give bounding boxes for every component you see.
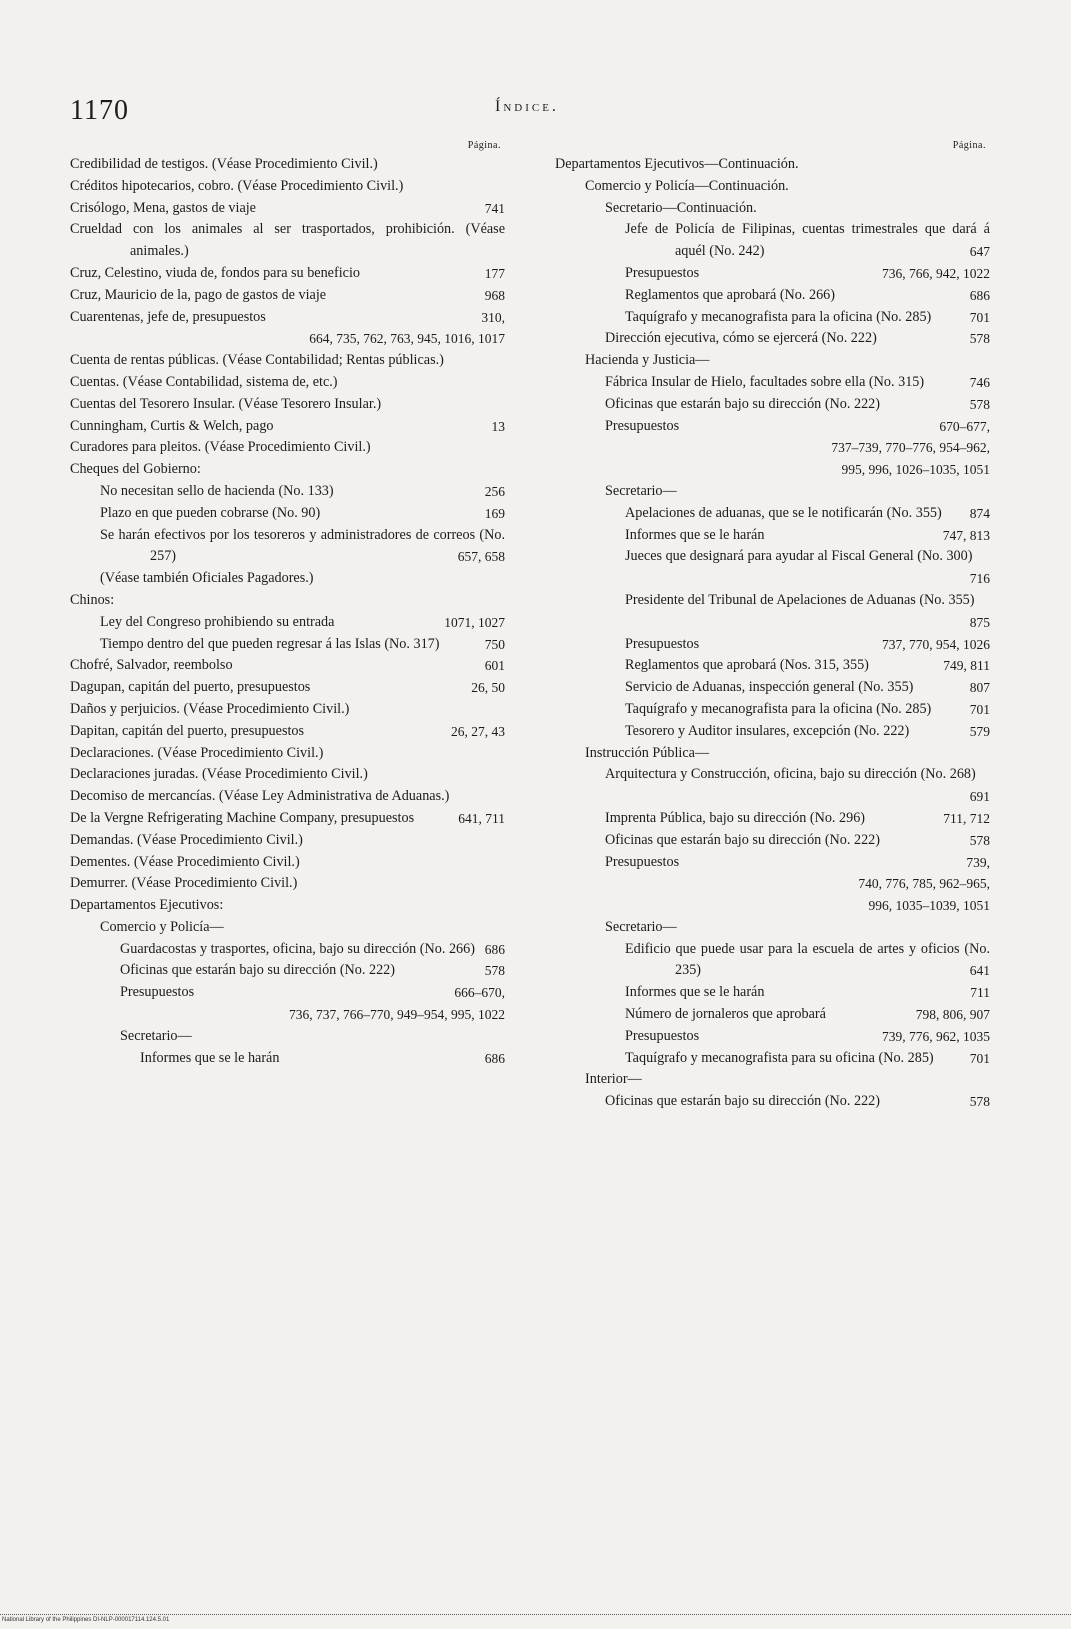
index-entry-text: Informes que se le harán (140, 1049, 280, 1066)
index-entry-text: Comercio y Policía— (100, 918, 224, 935)
index-entry (60, 786, 505, 808)
index-entry (60, 372, 505, 394)
index-entry (545, 263, 990, 285)
index-entry-text: Dementes. (Véase Procedimiento Civil.) (70, 853, 300, 870)
index-entry-page: 749, 811 (943, 658, 990, 674)
index-entry-page: 746 (969, 374, 990, 390)
index-entry-text: Secretario— (120, 1027, 192, 1044)
index-entry-text: No necesitan sello de hacienda (No. 133) (100, 482, 334, 499)
index-entry (60, 677, 505, 699)
index-entry-page: 686 (484, 941, 505, 957)
index-entry-page: 711, 712 (943, 810, 990, 826)
index-entry-text: Servicio de Aduanas, inspección general (No. 355) (625, 679, 914, 696)
index-entry (60, 721, 505, 743)
index-entry-page: 968 (484, 287, 505, 303)
index-entry (545, 764, 990, 808)
index-entry-text: Informes que se le harán (625, 526, 765, 543)
index-entry (60, 307, 505, 329)
index-entry (60, 437, 505, 459)
index-entry (545, 655, 990, 677)
index-entry (545, 437, 990, 459)
index-entry (60, 198, 505, 220)
index-entry (545, 219, 990, 263)
index-entry-text: Dirección ejecutiva, cómo se ejercerá (No. 222) (605, 330, 877, 347)
index-entry (545, 372, 990, 394)
index-entry (60, 459, 505, 481)
index-entry-page: 736, 737, 766–770, 949–954, 995, 1022 (289, 1007, 505, 1023)
index-entry-page: 740, 776, 785, 962–965, (858, 876, 990, 892)
index-entry-text: Informes que se le harán (625, 984, 765, 1001)
index-entry (60, 699, 505, 721)
index-entry (60, 328, 505, 350)
index-entry-text: Presupuestos (625, 635, 700, 652)
index-entry-list (545, 154, 990, 1113)
index-entry-page: 578 (969, 331, 990, 347)
index-entry-page: 310, (481, 309, 505, 325)
index-entry (60, 263, 505, 285)
index-entry-page: 798, 806, 907 (915, 1007, 990, 1023)
index-entry-page: 996, 1035–1039, 1051 (868, 898, 990, 914)
index-entry (60, 568, 505, 590)
index-entry (545, 634, 990, 656)
index-entry-text: Secretario— (605, 918, 677, 935)
index-entry (545, 1026, 990, 1048)
index-entry (545, 285, 990, 307)
index-entry-text: Tiempo dentro del que pueden regresar á las Islas (No. 317) (100, 635, 440, 652)
index-entry (545, 525, 990, 547)
index-entry-text: Presupuestos (625, 264, 700, 281)
index-entry-text: Dapitan, capitán del puerto, presupuestos (70, 722, 305, 739)
index-entry-page: 26, 50 (471, 680, 505, 696)
index-entry-text: Arquitectura y Construcción, oficina, bajo su dirección (No. 268) (605, 766, 976, 783)
index-entry-text: Cuarentenas, jefe de, presupuestos (70, 308, 266, 325)
index-entry (60, 612, 505, 634)
index-entry-text: Presidente del Tribunal de Apelaciones de Aduanas (No. 355) (625, 591, 975, 608)
index-entry (545, 176, 990, 198)
index-entry-text: Cuentas. (Véase Contabilidad, sistema de, etc.) (70, 373, 338, 390)
index-entry (545, 1048, 990, 1070)
index-entry-text: Presupuestos (625, 1027, 700, 1044)
index-entry-text: Oficinas que estarán bajo su dirección (No. 222) (605, 831, 880, 848)
index-entry-text: Hacienda y Justicia— (585, 352, 710, 369)
index-entry (60, 895, 505, 917)
index-entry-text: Cunningham, Curtis & Welch, pago (70, 417, 274, 434)
index-entry (545, 721, 990, 743)
page-number: 1170 (70, 95, 129, 126)
index-entry (60, 808, 505, 830)
index-entry-text: Departamentos Ejecutivos: (70, 897, 224, 914)
index-entry-text: Chinos: (70, 591, 115, 608)
footer-stamp: National Library of the Philippines DI-NLP-000017114.124.5.01 (2, 1617, 170, 1623)
index-entry-page: 701 (969, 701, 990, 717)
index-entry (60, 917, 505, 939)
index-entry-page: 657, 658 (457, 549, 505, 565)
index-entry (60, 503, 505, 525)
index-entry-text: Oficinas que estarán bajo su dirección (No. 222) (120, 962, 395, 979)
index-entry-text: (Véase también Oficiales Pagadores.) (100, 570, 314, 587)
index-entry-text: Se harán efectivos por los tesoreros y administradores de correos (No. 257) (100, 526, 505, 565)
index-entry (545, 743, 990, 765)
index-entry (545, 328, 990, 350)
index-entry-text: Oficinas que estarán bajo su dirección (No. 222) (605, 1093, 880, 1110)
index-entry-page: 807 (969, 680, 990, 696)
index-entry (60, 982, 505, 1004)
index-entry-text: Taquígrafo y mecanografista para la oficina (No. 285) (625, 308, 932, 325)
index-entry-page: 177 (484, 265, 505, 281)
index-entry-page: 716 (969, 571, 990, 587)
index-entry-text: Demandas. (Véase Procedimiento Civil.) (70, 831, 303, 848)
index-entry-text: Jueces que designará para ayudar al Fiscal General (No. 300) (625, 548, 973, 565)
index-entry-page: 691 (969, 789, 990, 805)
index-entry (545, 982, 990, 1004)
index-entry (545, 677, 990, 699)
index-entry (545, 699, 990, 721)
index-entry-text: Crueldad con los animales al ser trasportados, prohibición. (Véase animales.) (70, 221, 505, 260)
index-entry-text: Reglamentos que aprobará (Nos. 315, 355) (625, 657, 869, 674)
index-entry (60, 634, 505, 656)
index-entry (60, 852, 505, 874)
index-entry-text: Declaraciones. (Véase Procedimiento Civil.) (70, 744, 324, 761)
index-entry (60, 416, 505, 438)
index-entry-text: Jefe de Policía de Filipinas, cuentas trimestrales que dará á aquél (No. 242) (625, 221, 990, 260)
index-entry (545, 830, 990, 852)
index-entry-text: Apelaciones de aduanas, que se le notificarán (No. 355) (625, 504, 942, 521)
index-entry (60, 830, 505, 852)
index-entry-text: Taquígrafo y mecanografista para su oficina (No. 285) (625, 1049, 934, 1066)
index-entry-text: Imprenta Pública, bajo su dirección (No. 296) (605, 809, 866, 826)
index-entry (545, 939, 990, 983)
index-entry-text: Edificio que puede usar para la escuela de artes y oficios (No. 235) (625, 940, 990, 979)
index-entry-page: 578 (484, 963, 505, 979)
index-column-right (545, 140, 990, 1113)
index-entry-text: Cuenta de rentas públicas. (Véase Contabilidad; Rentas públicas.) (70, 352, 444, 369)
index-entry (545, 1091, 990, 1113)
index-entry (60, 481, 505, 503)
index-entry-text: Cheques del Gobierno: (70, 461, 201, 478)
index-entry-text: Secretario—Continuación. (605, 199, 757, 216)
index-entry (60, 590, 505, 612)
index-entry-text: Crisólogo, Mena, gastos de viaje (70, 199, 256, 216)
index-entry-page: 256 (484, 483, 505, 499)
index-entry-page: 701 (969, 1050, 990, 1066)
index-entry-text: Daños y perjuicios. (Véase Procedimiento Civil.) (70, 700, 350, 717)
index-entry-text: Departamentos Ejecutivos—Continuación. (555, 156, 799, 172)
index-entry-page: 579 (969, 723, 990, 739)
index-entry-text: Cuentas del Tesorero Insular. (Véase Tesorero Insular.) (70, 395, 382, 412)
index-entry (545, 350, 990, 372)
index-entry-page: 739, (966, 854, 990, 870)
index-entry-text: Instrucción Pública— (585, 744, 710, 761)
index-entry-text: Cruz, Celestino, viuda de, fondos para su beneficio (70, 264, 360, 281)
index-entry (60, 939, 505, 961)
index-entry (545, 394, 990, 416)
index-entry-text: Oficinas que estarán bajo su dirección (No. 222) (605, 395, 880, 412)
index-entry-page: 741 (484, 200, 505, 216)
index-entry-text: Reglamentos que aprobará (No. 266) (625, 286, 835, 303)
index-entry (545, 917, 990, 939)
index-entry-page: 578 (969, 1094, 990, 1110)
index-entry-page: 686 (969, 287, 990, 303)
index-entry-page: 666–670, (454, 985, 505, 1001)
index-entry (545, 154, 990, 176)
index-column-left (60, 140, 505, 1069)
index-entry-text: Curadores para pleitos. (Véase Procedimiento Civil.) (70, 439, 371, 456)
index-entry (545, 852, 990, 874)
page-column-label: Página. (952, 140, 986, 151)
index-entry-text: Declaraciones juradas. (Véase Procedimiento Civil.) (70, 766, 368, 783)
index-entry (545, 808, 990, 830)
index-entry-page: 664, 735, 762, 763, 945, 1016, 1017 (309, 331, 505, 347)
index-entry-text: Presupuestos (605, 417, 680, 434)
index-entry-page: 739, 776, 962, 1035 (882, 1028, 990, 1044)
index-entry (545, 416, 990, 438)
index-entry (545, 590, 990, 634)
index-entry-page: 737, 770, 954, 1026 (882, 636, 990, 652)
index-entry-page: 875 (969, 614, 990, 630)
index-entry-text: Interior— (585, 1071, 642, 1088)
index-entry-text: Dagupan, capitán del puerto, presupuestos (70, 679, 311, 696)
index-entry-text: Ley del Congreso prohibiendo su entrada (100, 613, 335, 630)
index-entry-page: 747, 813 (942, 527, 990, 543)
index-entry (545, 503, 990, 525)
index-entry (545, 1004, 990, 1026)
index-entry-text: De la Vergne Refrigerating Machine Company, presupuestos (70, 809, 415, 826)
index-entry-page: 736, 766, 942, 1022 (882, 265, 990, 281)
index-entry-text: Cruz, Mauricio de la, pago de gastos de viaje (70, 286, 327, 303)
index-entry (60, 1004, 505, 1026)
index-entry-text: Presupuestos (605, 853, 680, 870)
index-entry-page: 641 (969, 963, 990, 979)
index-entry (545, 546, 990, 590)
index-entry (60, 1048, 505, 1070)
index-entry-text: Guardacostas y trasportes, oficina, bajo su dirección (No. 266) (120, 940, 475, 957)
index-entry-page: 578 (969, 396, 990, 412)
index-entry (60, 350, 505, 372)
index-entry-page: 578 (969, 832, 990, 848)
index-entry (60, 743, 505, 765)
index-entry-page: 13 (491, 418, 505, 434)
index-entry-page: 686 (484, 1050, 505, 1066)
index-entry-text: Comercio y Policía—Continuación. (585, 177, 789, 194)
footer-divider (0, 1614, 1071, 1615)
index-entry (545, 895, 990, 917)
index-entry-text: Credibilidad de testigos. (Véase Procedimiento Civil.) (70, 156, 378, 172)
index-entry-page: 737–739, 770–776, 954–962, (831, 440, 990, 456)
index-entry-page: 711 (970, 985, 990, 1001)
index-entry (545, 198, 990, 220)
index-entry (545, 307, 990, 329)
index-entry (60, 960, 505, 982)
index-entry-text: Fábrica Insular de Hielo, facultades sobre ella (No. 315) (605, 373, 925, 390)
index-entry-list (60, 154, 505, 1069)
index-entry (60, 655, 505, 677)
index-entry-page: 750 (484, 636, 505, 652)
index-entry (545, 459, 990, 481)
index-entry-page: 26, 27, 43 (451, 723, 505, 739)
index-entry-page: 995, 996, 1026–1035, 1051 (841, 462, 990, 478)
index-entry (545, 873, 990, 895)
index-entry (60, 176, 505, 198)
index-entry (60, 394, 505, 416)
index-entry-text: Créditos hipotecarios, cobro. (Véase Procedimiento Civil.) (70, 177, 404, 194)
index-entry-text: Plazo en que pueden cobrarse (No. 90) (100, 504, 321, 521)
index-entry-text: Número de jornaleros que aprobará (625, 1006, 826, 1023)
index-entry (60, 525, 505, 569)
index-entry-text: Demurrer. (Véase Procedimiento Civil.) (70, 875, 298, 892)
index-entry-page: 701 (969, 309, 990, 325)
index-entry-text: Tesorero y Auditor insulares, excepción (No. 222) (625, 722, 910, 739)
index-entry (60, 219, 505, 263)
index-entry (60, 154, 505, 176)
index-entry-page: 641, 711 (458, 810, 505, 826)
index-entry-page: 670–677, (939, 418, 990, 434)
page-title: Índice. (495, 98, 559, 115)
index-entry (60, 285, 505, 307)
index-entry-page: 601 (484, 658, 505, 674)
index-entry-page: 647 (969, 244, 990, 260)
index-entry (60, 873, 505, 895)
index-entry (545, 1069, 990, 1091)
index-entry-text: Taquígrafo y mecanografista para la oficina (No. 285) (625, 700, 932, 717)
index-entry-page: 169 (484, 505, 505, 521)
index-entry (60, 1026, 505, 1048)
index-entry-page: 874 (969, 505, 990, 521)
index-entry (545, 481, 990, 503)
index-entry-text: Secretario— (605, 482, 677, 499)
index-entry-page: 1071, 1027 (444, 614, 505, 630)
page-column-label: Página. (467, 140, 501, 151)
index-entry (60, 764, 505, 786)
index-entry-text: Decomiso de mercancías. (Véase Ley Administrativa de Aduanas.) (70, 788, 450, 805)
index-entry-text: Chofré, Salvador, reembolso (70, 657, 233, 674)
index-entry-text: Presupuestos (120, 984, 195, 1001)
